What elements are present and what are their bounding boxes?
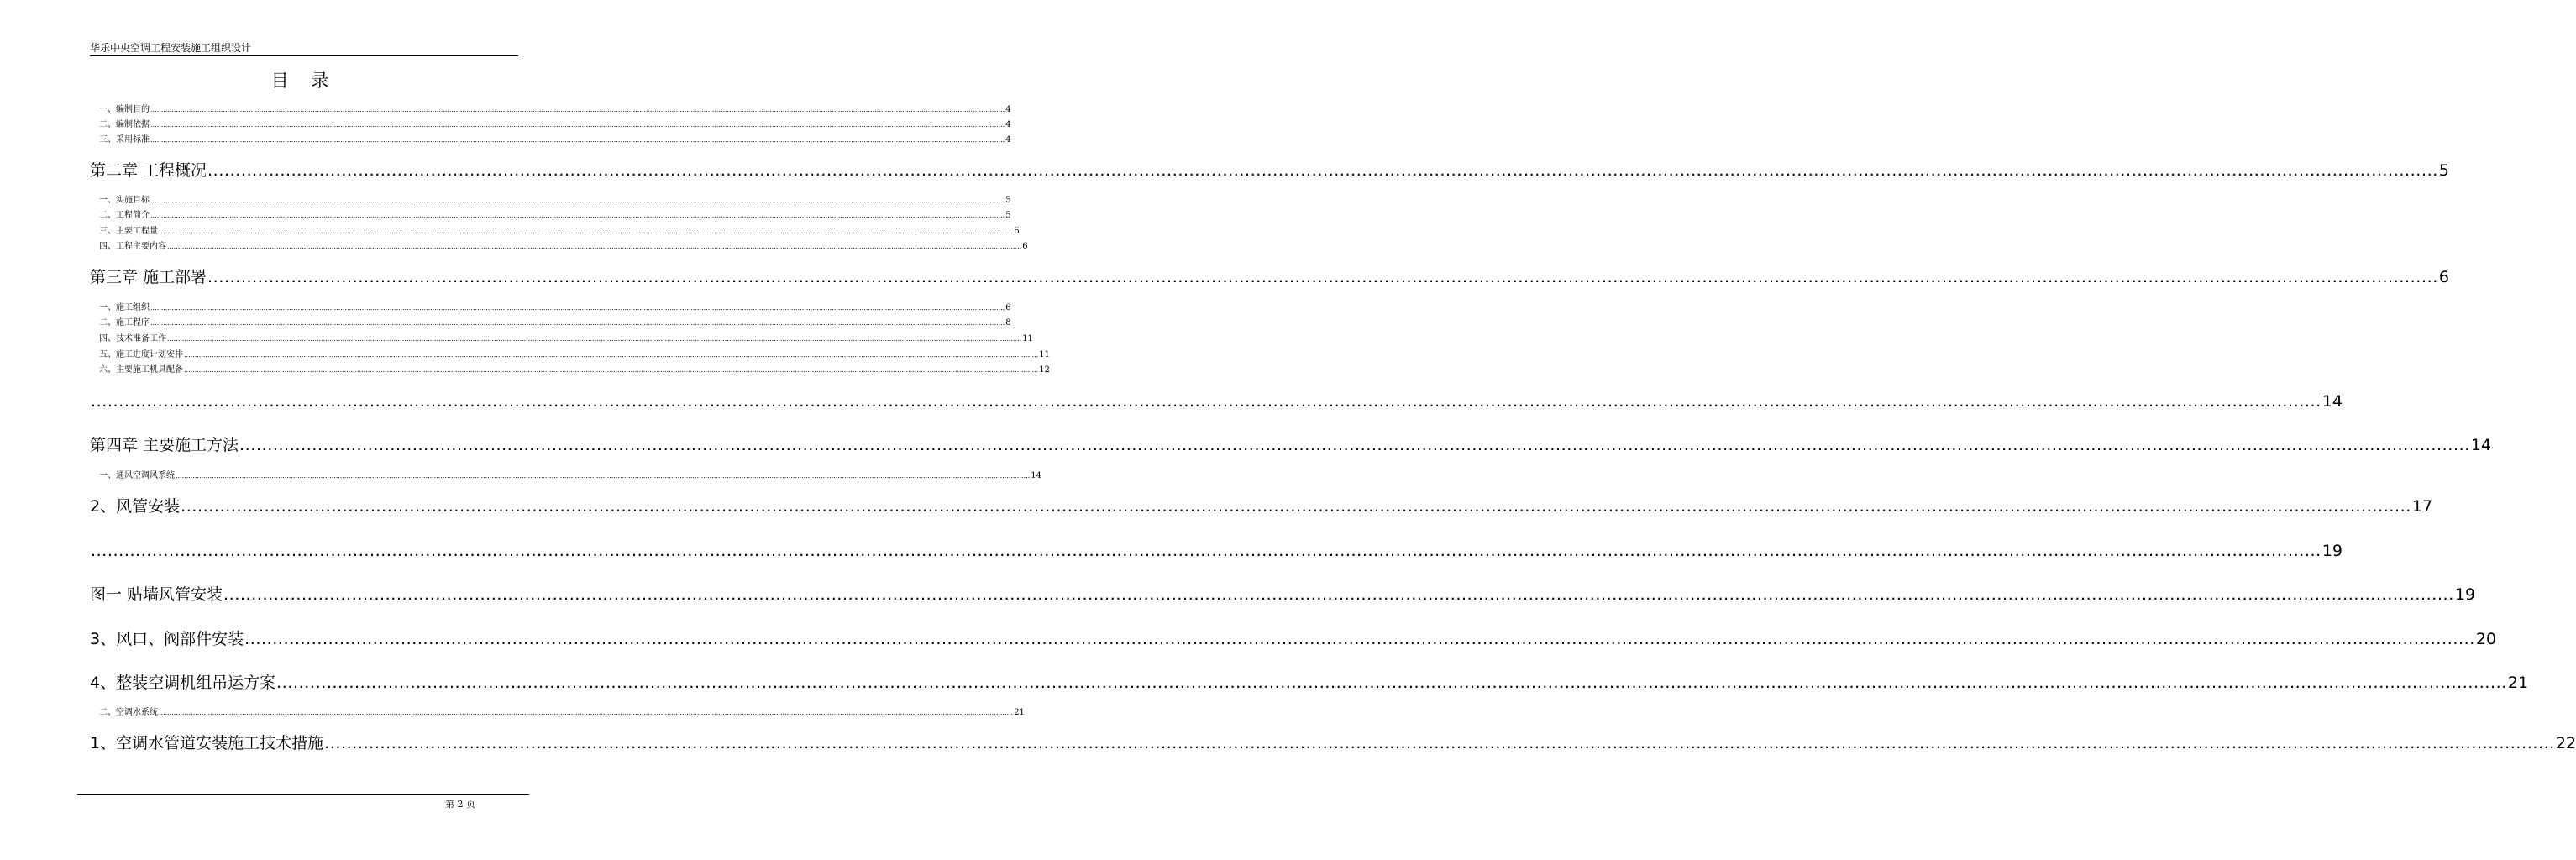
toc-entry-page-number: 14 xyxy=(1031,471,1041,480)
toc-entry[interactable] xyxy=(99,134,1011,146)
toc-entry[interactable] xyxy=(99,364,1050,376)
toc-entry[interactable] xyxy=(90,627,2497,651)
toc-entry-page-number: 21 xyxy=(2507,674,2529,692)
toc-entry-page-number: 19 xyxy=(2322,542,2343,560)
footer-divider xyxy=(77,794,529,795)
toc-entry-page-number: 4 xyxy=(1005,120,1011,129)
toc-entry-title: 3、风口、阀部件安装 xyxy=(90,630,244,648)
toc-leader-dots: ................................................................................................................................................................................................................................................................................................................................................................................................................ xyxy=(239,436,2470,454)
page-title: 目 录 xyxy=(270,71,338,91)
toc-entry[interactable] xyxy=(90,583,2476,606)
toc-entry-page-number: 22 xyxy=(2555,734,2576,752)
toc-entry-page-number: 14 xyxy=(2322,392,2343,411)
toc-leader-dots: ................................................................................................................................................................................................................................................................................................................................................................................................................ xyxy=(150,212,1005,219)
toc-entry[interactable] xyxy=(99,302,1011,314)
footer-page-number: 第 2 页 xyxy=(445,799,475,810)
toc-entry-page-number: 5 xyxy=(1005,196,1011,205)
toc-entry[interactable] xyxy=(99,317,1011,329)
toc-leader-dots: ................................................................................................................................................................................................................................................................................................................................................................................................................ xyxy=(181,497,2411,516)
toc-entry[interactable] xyxy=(99,349,1050,361)
toc-entry-title: 第四章 主要施工方法 xyxy=(90,436,239,454)
toc-leader-dots: ................................................................................................................................................................................................................................................................................................................................................................................................................ xyxy=(276,674,2507,692)
toc-entry[interactable] xyxy=(99,210,1011,222)
toc-leader-dots: ................................................................................................................................................................................................................................................................................................................................................................................................................ xyxy=(167,243,1022,250)
toc-leader-dots: ................................................................................................................................................................................................................................................................................................................................................................................................................ xyxy=(150,106,1005,113)
toc-entry-page-number: 17 xyxy=(2411,497,2433,516)
toc-entry-page-number: 20 xyxy=(2475,630,2497,648)
toc-entry-page-number: 12 xyxy=(1039,365,1050,375)
toc-entry-title: 四、技术准备工作 xyxy=(99,334,166,343)
toc-leader-dots: ................................................................................................................................................................................................................................................................................................................................................................................................................ xyxy=(159,709,1014,716)
toc-leader-dots: ................................................................................................................................................................................................................................................................................................................................................................................................................ xyxy=(159,228,1014,235)
toc-entry-page-number: 8 xyxy=(1005,318,1011,328)
toc-entry[interactable] xyxy=(99,470,1041,482)
toc-entry[interactable] xyxy=(90,390,2343,413)
toc-leader-dots: ................................................................................................................................................................................................................................................................................................................................................................................................................ xyxy=(184,366,1039,374)
toc-leader-dots: ................................................................................................................................................................................................................................................................................................................................................................................................................ xyxy=(150,304,1005,312)
toc-entry-page-number: 19 xyxy=(2454,585,2476,604)
toc-leader-dots: ................................................................................................................................................................................................................................................................................................................................................................................................................ xyxy=(150,136,1005,144)
toc-entry-title: 4、整装空调机组吊运方案 xyxy=(90,674,276,692)
toc-entry-page-number: 4 xyxy=(1005,105,1011,114)
header-text: 华乐中央空调工程安装施工组织设计 xyxy=(90,42,252,54)
toc-leader-dots: ................................................................................................................................................................................................................................................................................................................................................................................................................ xyxy=(244,630,2475,648)
toc-entry[interactable] xyxy=(90,433,2492,457)
toc-entry-page-number: 5 xyxy=(1005,211,1011,220)
toc-entry-title: 第三章 施工部署 xyxy=(90,268,207,286)
toc-leader-dots: ................................................................................................................................................................................................................................................................................................................................................................................................................ xyxy=(176,472,1031,480)
toc-entry-title: 一、实施目标 xyxy=(99,196,150,205)
page-footer xyxy=(445,799,496,810)
toc-leader-dots: ................................................................................................................................................................................................................................................................................................................................................................................................................ xyxy=(91,392,2322,411)
toc-leader-dots: ................................................................................................................................................................................................................................................................................................................................................................................................................ xyxy=(184,351,1039,359)
toc-entry[interactable] xyxy=(90,265,2449,289)
toc-entry-title: 二、工程简介 xyxy=(99,211,150,220)
toc-leader-dots: ................................................................................................................................................................................................................................................................................................................................................................................................................ xyxy=(91,542,2322,560)
toc-entry-title: 五、施工进度计划安排 xyxy=(99,350,183,359)
toc-leader-dots: ................................................................................................................................................................................................................................................................................................................................................................................................................ xyxy=(150,319,1005,327)
toc-entry-title: 第二章 工程概况 xyxy=(90,161,207,180)
toc-entry[interactable] xyxy=(99,195,1011,207)
toc-entry-page-number: 6 xyxy=(1022,242,1028,251)
toc-entry-title: 四、工程主要内容 xyxy=(99,242,166,251)
toc-entry-title: 三、主要工程量 xyxy=(99,227,158,236)
toc-entry-page-number: 4 xyxy=(1005,135,1011,144)
toc-entry-title: 三、采用标准 xyxy=(99,135,150,144)
toc-entry[interactable] xyxy=(90,539,2343,563)
toc-entry-title: 二、空调水系统 xyxy=(99,708,158,717)
toc-entry-page-number: 11 xyxy=(1022,334,1033,343)
toc-leader-dots: ................................................................................................................................................................................................................................................................................................................................................................................................................ xyxy=(150,121,1005,128)
toc-entry-title: 二、施工程序 xyxy=(99,318,150,328)
toc-entry-title: 一、施工组织 xyxy=(99,303,150,312)
toc-entry-title: 一、编制目的 xyxy=(99,105,150,114)
toc-entry[interactable] xyxy=(90,732,2576,755)
toc-entry-title: 图一 贴墙风管安装 xyxy=(90,585,223,604)
toc-entry-page-number: 6 xyxy=(1014,227,1020,236)
toc-leader-dots: ................................................................................................................................................................................................................................................................................................................................................................................................................ xyxy=(207,268,2438,286)
toc-entry-page-number: 14 xyxy=(2470,436,2492,454)
toc-entry-title: 一、通风空调风系统 xyxy=(99,471,175,480)
toc-entry[interactable] xyxy=(99,333,1033,345)
toc-entry[interactable] xyxy=(99,104,1011,116)
toc-entry-title: 二、编制依据 xyxy=(99,120,150,129)
toc-entry-page-number: 5 xyxy=(2438,161,2449,180)
toc-entry[interactable] xyxy=(99,707,1025,719)
toc-entry[interactable] xyxy=(99,119,1011,131)
toc-entry-page-number: 21 xyxy=(1014,708,1025,717)
toc-entry-title: 1、空调水管道安装施工技术措施 xyxy=(90,734,324,752)
toc-entry-title: 2、风管安装 xyxy=(90,497,181,516)
toc-leader-dots: ................................................................................................................................................................................................................................................................................................................................................................................................................ xyxy=(223,585,2454,604)
toc-entry-page-number: 6 xyxy=(1005,303,1011,312)
toc-entry[interactable] xyxy=(99,226,1020,238)
toc-entry-page-number: 11 xyxy=(1039,350,1050,359)
toc-entry[interactable] xyxy=(90,671,2529,695)
toc-leader-dots: ................................................................................................................................................................................................................................................................................................................................................................................................................ xyxy=(207,161,2438,180)
toc-entry[interactable] xyxy=(90,495,2433,518)
toc-leader-dots: ................................................................................................................................................................................................................................................................................................................................................................................................................ xyxy=(150,197,1005,204)
toc-leader-dots: ................................................................................................................................................................................................................................................................................................................................................................................................................ xyxy=(167,335,1022,343)
toc-entry-page-number: 6 xyxy=(2438,268,2449,286)
toc-leader-dots: ................................................................................................................................................................................................................................................................................................................................................................................................................ xyxy=(324,734,2555,752)
toc-entry-title: 六、主要施工机具配备 xyxy=(99,365,183,375)
toc-entry[interactable] xyxy=(90,159,2449,182)
toc-entry[interactable] xyxy=(99,241,1028,253)
